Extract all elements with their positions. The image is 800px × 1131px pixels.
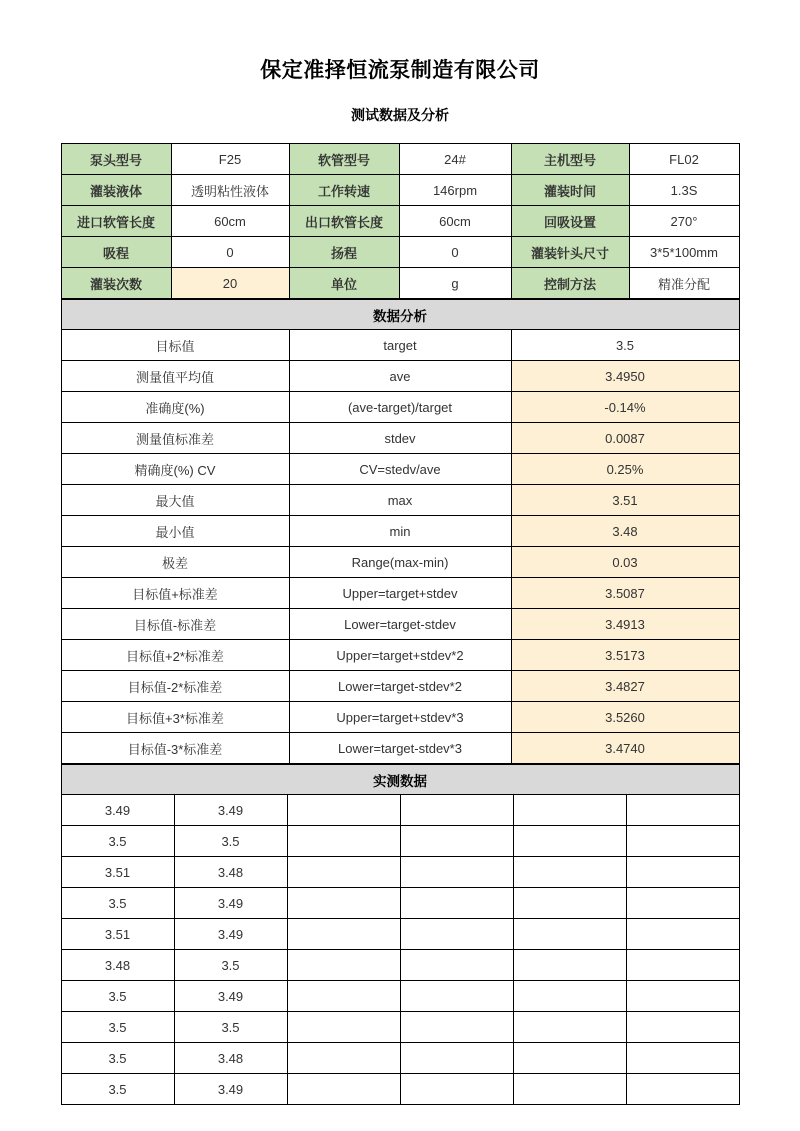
analysis-metric-label: 目标值-2*标准差 (61, 671, 289, 702)
analysis-value[interactable]: 3.4913 (511, 609, 739, 640)
measured-cell[interactable]: 3.48 (174, 857, 287, 888)
measured-cell[interactable]: 3.49 (174, 981, 287, 1012)
parameter-label: 控制方法 (511, 268, 629, 299)
measured-cell-empty[interactable] (626, 1043, 739, 1074)
measured-cell-empty[interactable] (287, 795, 400, 826)
parameter-label: 工作转速 (289, 175, 399, 206)
parameter-value[interactable]: F25 (171, 144, 289, 175)
analysis-formula: target (289, 330, 511, 361)
measured-cell-empty[interactable] (400, 1043, 513, 1074)
parameter-label: 灌装液体 (61, 175, 171, 206)
measured-cell-empty[interactable] (626, 795, 739, 826)
analysis-value[interactable]: 0.03 (511, 547, 739, 578)
report-subtitle: 测试数据及分析 (351, 107, 449, 124)
analysis-row (61, 671, 739, 702)
analysis-metric-label: 目标值 (61, 330, 289, 361)
measured-cell-empty[interactable] (287, 1012, 400, 1043)
analysis-row (61, 609, 739, 640)
analysis-value[interactable]: 0.0087 (511, 423, 739, 454)
measured-data-row (61, 1074, 739, 1105)
measured-data-row (61, 826, 739, 857)
analysis-value[interactable]: 3.4740 (511, 733, 739, 764)
measured-data-row (61, 795, 739, 826)
measured-cell-empty[interactable] (626, 981, 739, 1012)
measured-cell-empty[interactable] (513, 795, 626, 826)
analysis-formula: Upper=target+stdev*3 (289, 702, 511, 733)
analysis-table (61, 299, 740, 764)
analysis-row (61, 423, 739, 454)
analysis-value[interactable]: 3.5173 (511, 640, 739, 671)
measured-cell-empty[interactable] (400, 981, 513, 1012)
measured-cell-empty[interactable] (626, 1074, 739, 1105)
measured-cell[interactable]: 3.51 (61, 857, 174, 888)
measured-cell-empty[interactable] (513, 888, 626, 919)
measured-cell-empty[interactable] (287, 888, 400, 919)
analysis-row (61, 578, 739, 609)
parameter-value[interactable]: 24# (399, 144, 511, 175)
measured-cell-empty[interactable] (287, 919, 400, 950)
analysis-metric-label: 目标值+2*标准差 (61, 640, 289, 671)
analysis-value[interactable]: 3.5087 (511, 578, 739, 609)
analysis-metric-label: 测量值平均值 (61, 361, 289, 392)
measured-data-row (61, 981, 739, 1012)
parameter-value[interactable]: 精准分配 (629, 268, 739, 299)
measured-data-row (61, 950, 739, 981)
analysis-value[interactable]: -0.14% (511, 392, 739, 423)
analysis-row (61, 454, 739, 485)
measured-cell-empty[interactable] (287, 857, 400, 888)
measured-cell-empty[interactable] (513, 1012, 626, 1043)
analysis-section-title: 数据分析 (61, 300, 739, 330)
analysis-row (61, 702, 739, 733)
measured-cell[interactable]: 3.5 (174, 826, 287, 857)
parameter-row (61, 268, 739, 299)
parameter-row (61, 206, 739, 237)
measured-cell-empty[interactable] (513, 1074, 626, 1105)
parameter-row (61, 144, 739, 175)
analysis-row (61, 330, 739, 361)
measured-cell-empty[interactable] (400, 950, 513, 981)
measured-cell-empty[interactable] (626, 826, 739, 857)
measured-cell-empty[interactable] (400, 826, 513, 857)
parameter-label: 回吸设置 (511, 206, 629, 237)
parameter-value[interactable]: 146rpm (399, 175, 511, 206)
analysis-metric-label: 测量值标准差 (61, 423, 289, 454)
measured-cell[interactable]: 3.5 (61, 1043, 174, 1074)
parameter-value[interactable]: 270° (629, 206, 739, 237)
company-title: 保定准择恒流泵制造有限公司 (260, 59, 540, 82)
measured-cell[interactable]: 3.5 (174, 1012, 287, 1043)
analysis-formula: Lower=target-stdev*2 (289, 671, 511, 702)
measured-cell-empty[interactable] (287, 981, 400, 1012)
parameter-label: 泵头型号 (61, 144, 171, 175)
measured-cell-empty[interactable] (626, 919, 739, 950)
measured-cell-empty[interactable] (287, 1043, 400, 1074)
analysis-metric-label: 精确度(%) CV (61, 454, 289, 485)
analysis-formula: Upper=target+stdev*2 (289, 640, 511, 671)
analysis-metric-label: 最小值 (61, 516, 289, 547)
analysis-formula: Lower=target-stdev (289, 609, 511, 640)
analysis-value[interactable]: 3.4950 (511, 361, 739, 392)
analysis-value[interactable]: 0.25% (511, 454, 739, 485)
analysis-row (61, 733, 739, 764)
analysis-section-header (61, 300, 739, 330)
measured-cell-empty[interactable] (287, 950, 400, 981)
measured-cell-empty[interactable] (513, 1043, 626, 1074)
measured-cell-empty[interactable] (626, 950, 739, 981)
measured-data-row (61, 919, 739, 950)
measured-cell[interactable]: 3.49 (174, 919, 287, 950)
analysis-metric-label: 极差 (61, 547, 289, 578)
parameter-label: 软管型号 (289, 144, 399, 175)
parameter-label: 进口软管长度 (61, 206, 171, 237)
analysis-row (61, 392, 739, 423)
parameter-value[interactable]: 60cm (399, 206, 511, 237)
analysis-metric-label: 目标值-标准差 (61, 609, 289, 640)
analysis-metric-label: 准确度(%) (61, 392, 289, 423)
measured-cell[interactable]: 3.49 (174, 888, 287, 919)
analysis-row (61, 516, 739, 547)
parameter-row (61, 237, 739, 268)
measured-data-row (61, 1043, 739, 1074)
measured-cell-empty[interactable] (400, 919, 513, 950)
measured-cell[interactable]: 3.5 (174, 950, 287, 981)
measured-cell[interactable]: 3.49 (61, 795, 174, 826)
measured-section-title: 实测数据 (61, 765, 739, 795)
measured-cell[interactable]: 3.48 (61, 950, 174, 981)
analysis-value[interactable]: 3.51 (511, 485, 739, 516)
analysis-value[interactable]: 3.48 (511, 516, 739, 547)
parameter-label: 出口软管长度 (289, 206, 399, 237)
measured-data-row (61, 1012, 739, 1043)
measured-cell-empty[interactable] (626, 857, 739, 888)
analysis-formula: min (289, 516, 511, 547)
analysis-formula: Lower=target-stdev*3 (289, 733, 511, 764)
measured-data-row (61, 888, 739, 919)
measured-cell-empty[interactable] (626, 1012, 739, 1043)
measured-cell-empty[interactable] (400, 888, 513, 919)
measured-cell-empty[interactable] (626, 888, 739, 919)
parameter-label: 扬程 (289, 237, 399, 268)
analysis-value[interactable]: 3.4827 (511, 671, 739, 702)
measured-cell-empty[interactable] (400, 857, 513, 888)
parameter-value[interactable]: 1.3S (629, 175, 739, 206)
parameter-row (61, 175, 739, 206)
parameter-value[interactable]: g (399, 268, 511, 299)
parameter-label: 灌装次数 (61, 268, 171, 299)
parameter-value[interactable]: 3*5*100mm (629, 237, 739, 268)
measured-cell[interactable]: 3.48 (174, 1043, 287, 1074)
analysis-row (61, 485, 739, 516)
analysis-formula: (ave-target)/target (289, 392, 511, 423)
measured-section-header (61, 765, 739, 795)
measured-cell-empty[interactable] (400, 1074, 513, 1105)
measured-cell-empty[interactable] (513, 981, 626, 1012)
measured-cell-empty[interactable] (287, 1074, 400, 1105)
measured-cell-empty[interactable] (513, 919, 626, 950)
analysis-metric-label: 目标值-3*标准差 (61, 733, 289, 764)
analysis-formula: ave (289, 361, 511, 392)
measured-cell-empty[interactable] (287, 826, 400, 857)
parameter-value[interactable]: 60cm (171, 206, 289, 237)
analysis-row (61, 361, 739, 392)
measured-cell-empty[interactable] (400, 795, 513, 826)
analysis-formula: Range(max-min) (289, 547, 511, 578)
analysis-formula: Upper=target+stdev (289, 578, 511, 609)
parameter-value[interactable]: 透明粘性液体 (171, 175, 289, 206)
parameter-label: 主机型号 (511, 144, 629, 175)
analysis-value[interactable]: 3.5260 (511, 702, 739, 733)
measured-cell[interactable]: 3.51 (61, 919, 174, 950)
measured-data-row (61, 857, 739, 888)
parameter-label: 单位 (289, 268, 399, 299)
parameter-value[interactable]: FL02 (629, 144, 739, 175)
parameter-label: 灌装时间 (511, 175, 629, 206)
measured-cell[interactable]: 3.5 (61, 1074, 174, 1105)
measured-cell-empty[interactable] (513, 857, 626, 888)
analysis-row (61, 547, 739, 578)
analysis-formula: stdev (289, 423, 511, 454)
measured-cell[interactable]: 3.5 (61, 826, 174, 857)
parameter-label: 灌装针头尺寸 (511, 237, 629, 268)
analysis-value[interactable]: 3.5 (511, 330, 739, 361)
analysis-formula: CV=stedv/ave (289, 454, 511, 485)
analysis-formula: max (289, 485, 511, 516)
parameter-value[interactable]: 20 (171, 268, 289, 299)
analysis-row (61, 640, 739, 671)
measured-cell[interactable]: 3.5 (61, 888, 174, 919)
measured-cell-empty[interactable] (513, 950, 626, 981)
parameter-value[interactable]: 0 (399, 237, 511, 268)
measured-cell[interactable]: 3.5 (61, 981, 174, 1012)
parameter-label: 吸程 (61, 237, 171, 268)
analysis-metric-label: 目标值+标准差 (61, 578, 289, 609)
analysis-metric-label: 目标值+3*标准差 (61, 702, 289, 733)
measured-cell[interactable]: 3.5 (61, 1012, 174, 1043)
parameter-table (61, 143, 740, 299)
measured-cell-empty[interactable] (400, 1012, 513, 1043)
measured-cell[interactable]: 3.49 (174, 1074, 287, 1105)
parameter-value[interactable]: 0 (171, 237, 289, 268)
measured-cell[interactable]: 3.49 (174, 795, 287, 826)
analysis-metric-label: 最大值 (61, 485, 289, 516)
measured-cell-empty[interactable] (513, 826, 626, 857)
measured-data-table (61, 764, 740, 1105)
